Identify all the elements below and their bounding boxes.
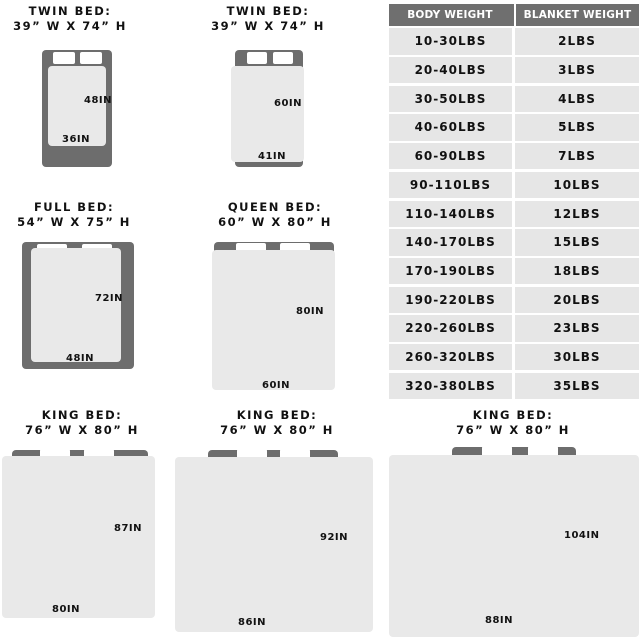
blanket-weight-cell: 30LBS bbox=[515, 344, 639, 370]
width-label: 41IN bbox=[258, 151, 287, 162]
bed-name: KING BED: bbox=[41, 408, 123, 422]
width-label: 48IN bbox=[66, 353, 95, 364]
table-row bbox=[389, 57, 639, 83]
blanket bbox=[231, 66, 304, 162]
length-label: 72IN bbox=[95, 293, 124, 304]
body-weight-cell: 10-30LBS bbox=[389, 28, 512, 54]
width-label: 80IN bbox=[52, 604, 81, 615]
table-row bbox=[389, 344, 639, 370]
header-blanket-weight: BLANKET WEIGHT bbox=[514, 4, 639, 26]
bed-title bbox=[22, 408, 142, 438]
bed-title bbox=[448, 408, 578, 438]
bed-size: 76” W X 80” H bbox=[456, 423, 570, 437]
table-row bbox=[389, 86, 639, 112]
bed-size: 60” W X 80” H bbox=[218, 215, 332, 229]
blanket-weight-cell: 12LBS bbox=[515, 201, 639, 227]
table-row bbox=[389, 258, 639, 284]
blanket-weight-cell: 5LBS bbox=[515, 114, 639, 140]
length-label: 60IN bbox=[274, 98, 303, 109]
table-row bbox=[389, 172, 639, 198]
bed-name: KING BED: bbox=[236, 408, 318, 422]
bed-name: TWIN BED: bbox=[226, 4, 310, 18]
table-row bbox=[389, 143, 639, 169]
blanket-weight-cell: 7LBS bbox=[515, 143, 639, 169]
length-label: 48IN bbox=[84, 95, 113, 106]
blanket-weight-cell: 2LBS bbox=[515, 28, 639, 54]
body-weight-cell: 20-40LBS bbox=[389, 57, 512, 83]
length-label: 87IN bbox=[114, 523, 143, 534]
blanket-weight-cell: 4LBS bbox=[515, 86, 639, 112]
body-weight-cell: 190-220LBS bbox=[389, 287, 512, 313]
length-label: 104IN bbox=[564, 530, 600, 541]
pillow bbox=[53, 52, 75, 64]
body-weight-cell: 40-60LBS bbox=[389, 114, 512, 140]
body-weight-cell: 140-170LBS bbox=[389, 229, 512, 255]
blanket-weight-cell: 15LBS bbox=[515, 229, 639, 255]
width-label: 60IN bbox=[262, 380, 291, 391]
blanket bbox=[175, 457, 373, 632]
length-label: 92IN bbox=[320, 532, 349, 543]
pillow bbox=[80, 52, 102, 64]
body-weight-cell: 220-260LBS bbox=[389, 315, 512, 341]
table-header bbox=[389, 4, 639, 26]
table-row bbox=[389, 201, 639, 227]
bed-title bbox=[208, 4, 328, 34]
body-weight-cell: 30-50LBS bbox=[389, 86, 512, 112]
width-label: 36IN bbox=[62, 134, 91, 145]
length-label: 80IN bbox=[296, 306, 325, 317]
blanket-weight-cell: 18LBS bbox=[515, 258, 639, 284]
pillow bbox=[273, 52, 293, 64]
bed-title bbox=[14, 200, 134, 230]
table-row bbox=[389, 28, 639, 54]
table-row bbox=[389, 373, 639, 399]
blanket-weight-cell: 20LBS bbox=[515, 287, 639, 313]
blanket-weight-cell: 3LBS bbox=[515, 57, 639, 83]
body-weight-cell: 320-380LBS bbox=[389, 373, 512, 399]
table-row bbox=[389, 315, 639, 341]
table-body bbox=[389, 28, 639, 399]
width-label: 88IN bbox=[485, 615, 514, 626]
bed-size: 54” W X 75” H bbox=[17, 215, 131, 229]
table-row bbox=[389, 114, 639, 140]
blanket bbox=[2, 456, 155, 618]
width-label: 86IN bbox=[238, 617, 267, 628]
bed-title bbox=[210, 200, 340, 230]
bed-name: QUEEN BED: bbox=[227, 200, 323, 214]
blanket bbox=[31, 248, 124, 362]
blanket-weight-table bbox=[389, 4, 639, 399]
body-weight-cell: 170-190LBS bbox=[389, 258, 512, 284]
body-weight-cell: 110-140LBS bbox=[389, 201, 512, 227]
header-body-weight: BODY WEIGHT bbox=[407, 9, 493, 21]
bed-title bbox=[10, 4, 130, 34]
blanket-weight-cell: 10LBS bbox=[515, 172, 639, 198]
bed-size: 76” W X 80” H bbox=[220, 423, 334, 437]
blanket bbox=[212, 250, 335, 390]
table-row bbox=[389, 287, 639, 313]
blanket-weight-cell: 23LBS bbox=[515, 315, 639, 341]
table-row bbox=[389, 229, 639, 255]
bed-name: TWIN BED: bbox=[28, 4, 112, 18]
bed-title bbox=[212, 408, 342, 438]
body-weight-cell: 60-90LBS bbox=[389, 143, 512, 169]
blanket-weight-cell: 35LBS bbox=[515, 373, 639, 399]
bed-size: 76” W X 80” H bbox=[25, 423, 139, 437]
bed-name: FULL BED: bbox=[33, 200, 115, 214]
bed-size: 39” W X 74” H bbox=[211, 19, 325, 33]
body-weight-cell: 90-110LBS bbox=[389, 172, 512, 198]
pillow bbox=[247, 52, 267, 64]
bed-size: 39” W X 74” H bbox=[13, 19, 127, 33]
blanket bbox=[389, 455, 639, 637]
body-weight-cell: 260-320LBS bbox=[389, 344, 512, 370]
bed-name: KING BED: bbox=[472, 408, 554, 422]
